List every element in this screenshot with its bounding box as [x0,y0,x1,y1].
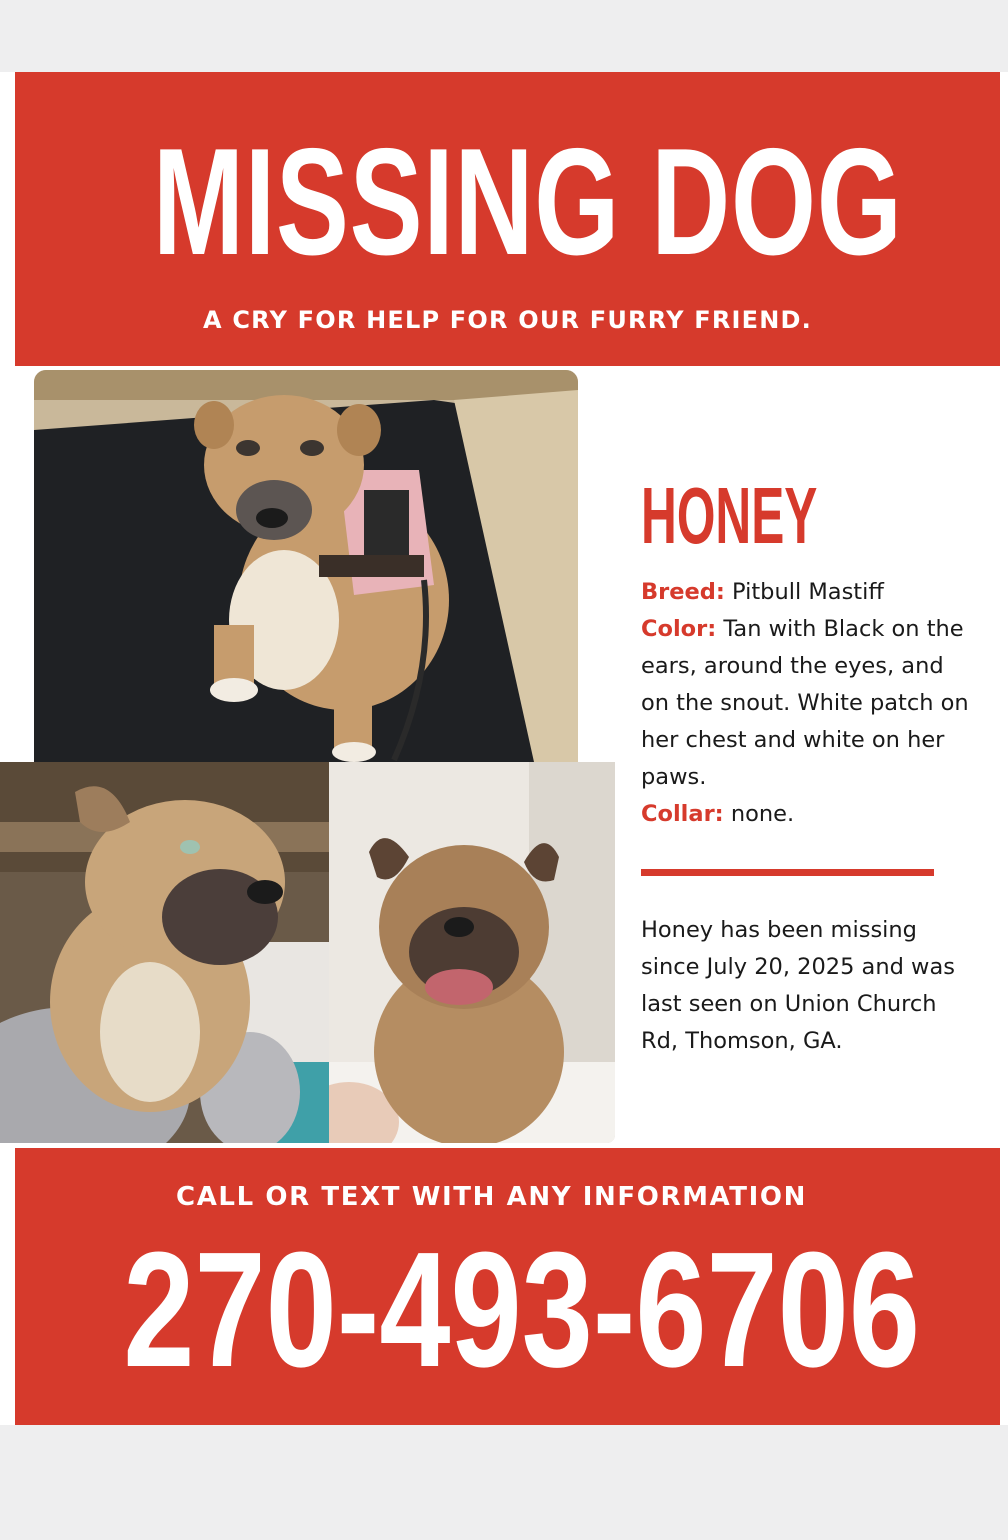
section-divider [641,869,934,876]
dog-photo-smiling [329,762,615,1143]
breed-value: Pitbull Mastiff [732,579,884,605]
contact-banner [15,1148,1000,1425]
poster-title: MISSING DOG [152,117,903,287]
missing-dog-poster [0,72,1008,1425]
poster-subtitle: A CRY FOR HELP FOR OUR FURRY FRIEND. [203,306,812,334]
missing-description: Honey has been missing since July 20, 2025 and was last seen on Union Church Rd, Thomson, GA. [641,917,955,1054]
contact-cta: CALL OR TEXT WITH ANY INFORMATION [176,1182,807,1212]
collar-label: Collar: [641,801,724,827]
dog-details [641,574,971,833]
collar-value: none. [730,801,795,827]
color-label: Color: [641,616,717,642]
color-value: Tan with Black on the ears, around the eyes, and on the snout. White patch on her chest and white on her paws. [641,616,969,790]
breed-label: Breed: [641,579,725,605]
dog-info [641,471,971,827]
dog-photo-sitting [34,370,578,762]
phone-number[interactable]: 270-493-6706 [123,1218,920,1401]
dog-name: HONEY [641,471,818,560]
dog-photo-closeup [0,762,329,1143]
header-banner [15,72,1000,366]
